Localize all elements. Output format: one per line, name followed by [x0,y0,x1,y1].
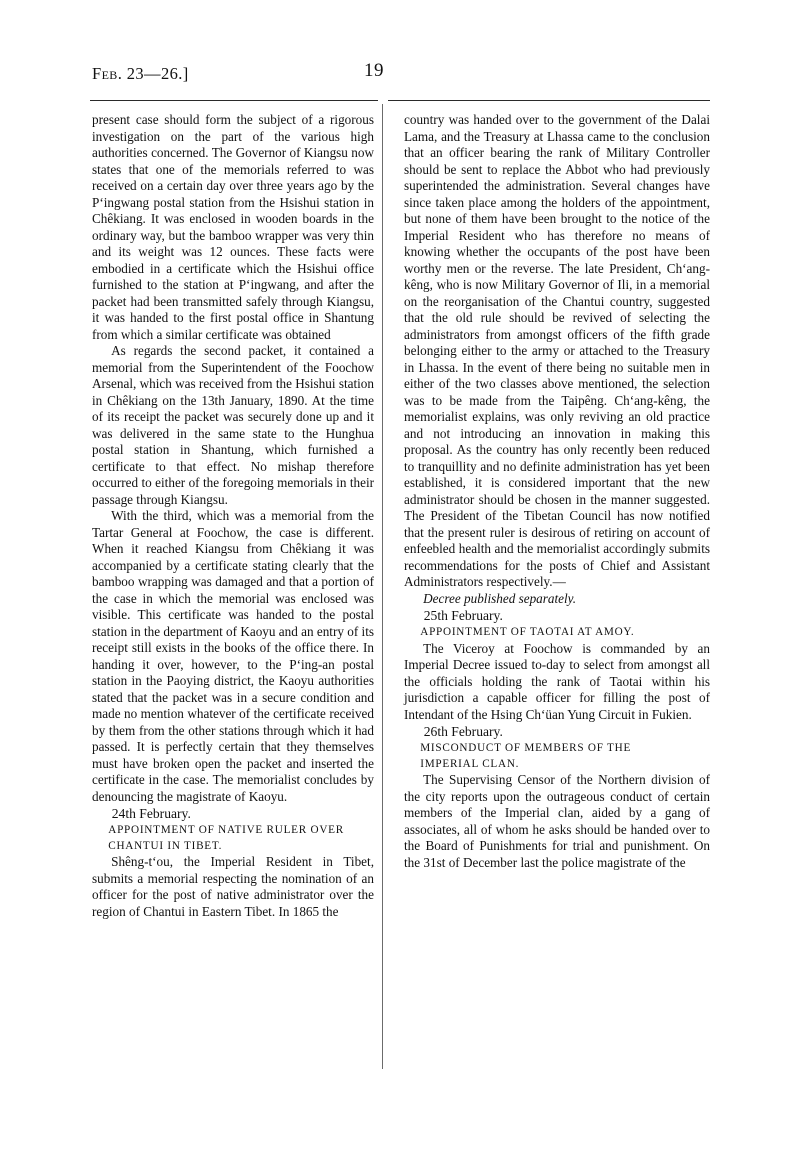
right-column [404,112,710,871]
paragraph-second-packet: As regards the second packet, it contained a memorial from the Superintendent of the Foochow Arsenal, which was received from the Hsishui station in Chêkiang on the 13th January, 1890. At the time of its receipt the packet was securely done up and it was delivered in the same state to the Hunghua postal station in Shantung, which furnished a certificate to that effect. No mishap therefore occurred to either of the foregoing memorials in their passage through Kiangsu. [92,343,374,507]
running-head [92,60,710,90]
decree-published-note: Decree published separately. [423,590,577,606]
header-rule-right [388,100,710,101]
section-heading-taotai-amoy: APPOINTMENT OF TAOTAI AT AMOY. [420,626,635,638]
paragraph-imperial-clan: The Supervising Censor of the Northern division of the city reports upon the outrageous conduct of certain members of the Imperial clan, aided by a gang of associates, all of whom he asks should be handed over to the Board of Punishments for trial and punishment. On the 31st of December last the police magistrate of the [404,772,710,870]
date-heading-24th-february: 24th February. [111,806,191,821]
paragraph-third-memorial: With the third, which was a memorial from the Tartar General at Foochow, the case is different. When it reached Kiangsu from Chêkiang it was accompanied by a certificate stating clearly that the bamboo wrapping was damaged and that a portion of the case in which the memorial was enclosed was visible. This certificate was handed to the postal station in the department of Kaoyu and an entry of its receipt still exists in the books of the office there. In handing it over, however, to the P‘ing-an postal station in the Paoying district, the Kaoyu authorities stated that the packet was in a secure condition and made no mention whatever of the certificate received by them from the other stations through which it had passed. It is perfectly certain that they themselves must have broken open the packet and inserted the certificate in the case. The memorialist concludes by denouncing the magistrate of Kaoyu. [92,508,374,804]
date-heading-25th-february: 25th February. [423,608,503,623]
page-number: 19 [364,60,384,81]
section-heading-imperial-clan-line1: MISCONDUCT OF MEMBERS OF THE [420,742,632,754]
date-heading-26th-february: 26th February. [423,724,503,739]
running-head-date [92,64,189,84]
paragraph-sheng-tou: Shêng-t‘ou, the Imperial Resident in Tibet, submits a memorial respecting the nomination of an officer for the post of native administrator over the region of Chantui in Eastern Tibet. In 1865 the [92,854,374,919]
paragraph-chantui-continued: country was handed over to the government of the Dalai Lama, and the Treasury at Lhassa came to the conclusion that an officer bearing the rank of Military Controller should be sent to replace the Abbot who had previously superintended the administration. Several changes have since taken place among the holders of the appointment, but none of them have been brought to the notice of the Imperial Resident who has therefore no means of knowing whether the occupants of the post have been worthy men or the reverse. The late President, Ch‘ang-kêng, who is now Military Governor of Ili, in a memorial on the reorganisation of the Chantui country, suggested that the old rule should be revived of selecting the administrators from amongst officers of the fifth grade belonging either to the army or attached to the Treasury in Lhassa. In the event of there being no suitable men in either of the two classes above mentioned, the selection was to be made from the Taipêng. Ch‘ang-kêng, the memorialist explains, was only reviving an old practice and not introducing an innovation in making this proposal. As the country has only recently been reduced to tranquillity and no definite administration has yet been established, it is considered important that the new administrator should be chosen in the manner suggested. The President of the Tibetan Council has now notified that the present ruler is desirous of retiring on account of enfeebled health and the memorialist accordingly submits recommendations for the posts of Chief and Assistant Administrators respectively.— [404,112,710,589]
section-heading-imperial-clan-line2: IMPERIAL CLAN. [420,757,520,770]
column-divider-rule [382,104,383,1069]
section-heading-native-ruler-line1: APPOINTMENT OF NATIVE RULER OVER [108,824,344,836]
paragraph-present-case: present case should form the subject of a rigorous investigation on the part of the various high authorities concerned. The Governor of Kiangsu now states that one of the memorials referred to was received on a certain day over three years ago by the P‘ingwang postal station from the Hsishui station in Chêkiang. It was enclosed in wooden boards in the ordinary way, but the bamboo wrapper was very thin and its weight was 12 ounces. These facts were embodied in a certificate which the Hsishui office furnished to the station at P‘ingwang, and after the packet had been transmitted safely through Kiangsu, it was handed to the first postal office in Shantung from which a similar certificate was obtained [92,112,374,342]
section-heading-native-ruler-line2: CHANTUI IN TIBET. [108,839,223,852]
left-column [92,112,374,920]
header-rule-left [90,100,378,101]
paragraph-taotai-amoy: The Viceroy at Foochow is commanded by an Imperial Decree issued to-day to select from amongst all the officials holding the rank of Taotai within his jurisdiction a capable officer for filling the post of Intendant of the Hsing Ch‘üan Yung Circuit in Fukien. [404,640,710,722]
running-head-date-text: Feb. 23—26.] [92,64,189,83]
